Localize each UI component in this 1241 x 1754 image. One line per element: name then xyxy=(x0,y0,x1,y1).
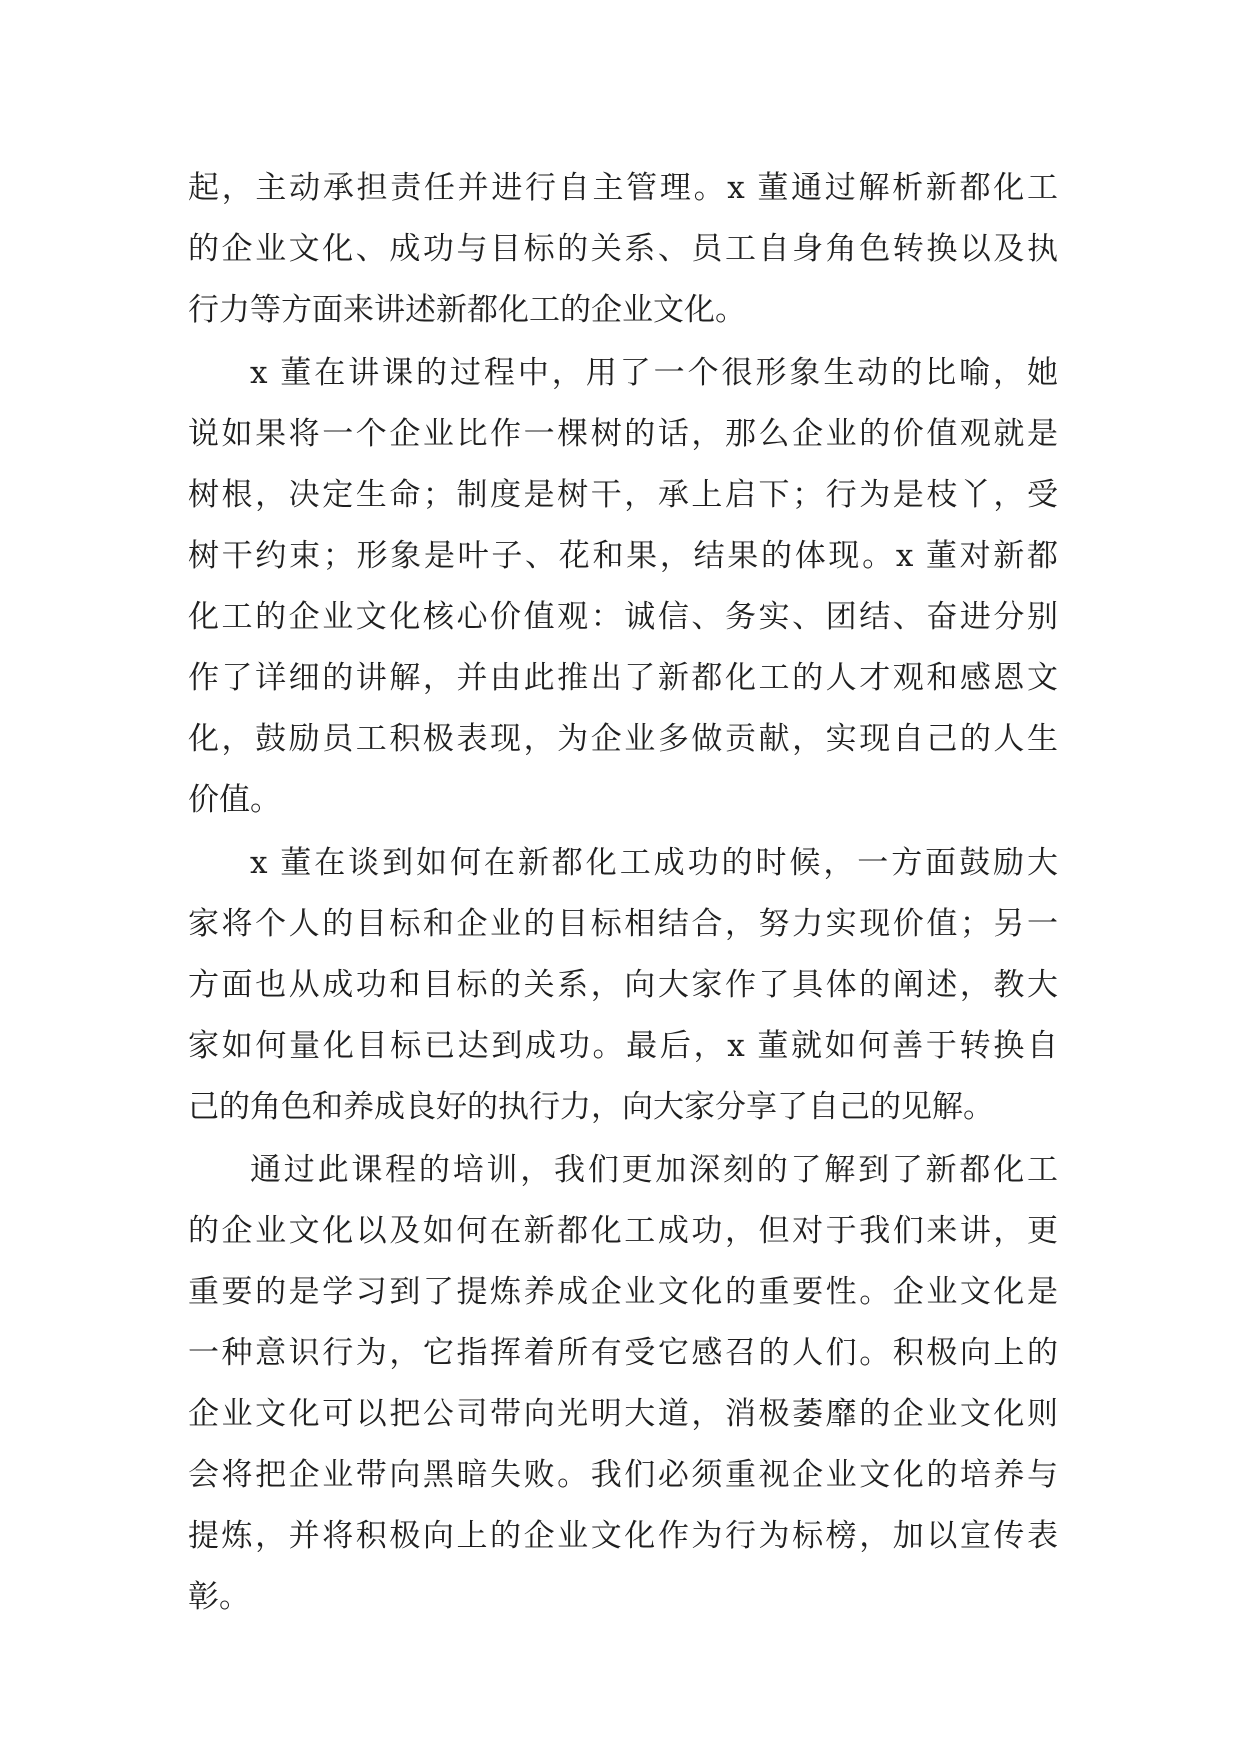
document-body xyxy=(188,158,1058,1628)
text-line: 方面也从成功和目标的关系，向大家作了具体的阐述，教大 xyxy=(188,967,1058,1003)
paragraph-1 xyxy=(188,158,1058,341)
text-line: 说如果将一个企业比作一棵树的话，那么企业的价值观就是 xyxy=(188,416,1058,452)
text-line: 重要的是学习到了提炼养成企业文化的重要性。企业文化是 xyxy=(188,1274,1058,1310)
text-line: 的企业文化、成功与目标的关系、员工自身角色转换以及执 xyxy=(188,231,1058,267)
text-line: 化，鼓励员工积极表现，为企业多做贡献，实现自己的人生 xyxy=(188,721,1058,757)
paragraph-2 xyxy=(188,343,1058,831)
paragraph-3 xyxy=(188,833,1058,1138)
text-line: 的企业文化以及如何在新都化工成功，但对于我们来讲，更 xyxy=(188,1213,1058,1249)
text-line: 提炼，并将积极向上的企业文化作为行为标榜，加以宣传表 xyxy=(188,1518,1058,1554)
text-line: 己的角色和养成良好的执行力，向大家分享了自己的见解。 xyxy=(188,1089,994,1125)
text-line: 彰。 xyxy=(188,1579,250,1615)
text-line: 通过此课程的培训，我们更加深刻的了解到了新都化工 xyxy=(250,1152,1058,1188)
text-line: x 董在谈到如何在新都化工成功的时候，一方面鼓励大 xyxy=(250,845,1058,881)
text-line: x 董在讲课的过程中，用了一个很形象生动的比喻，她 xyxy=(250,355,1058,391)
text-line: 家如何量化目标已达到成功。最后，x 董就如何善于转换自 xyxy=(188,1028,1058,1064)
text-line: 家将个人的目标和企业的目标相结合，努力实现价值；另一 xyxy=(188,906,1058,942)
text-line: 作了详细的讲解，并由此推出了新都化工的人才观和感恩文 xyxy=(188,660,1058,696)
text-line: 树干约束；形象是叶子、花和果，结果的体现。x 董对新都 xyxy=(188,538,1058,574)
text-line: 会将把企业带向黑暗失败。我们必须重视企业文化的培养与 xyxy=(188,1457,1058,1493)
text-line: 企业文化可以把公司带向光明大道，消极萎靡的企业文化则 xyxy=(188,1396,1058,1432)
paragraph-4 xyxy=(188,1140,1058,1628)
text-line: 价值。 xyxy=(188,782,281,818)
text-line: 树根，决定生命；制度是树干，承上启下；行为是枝丫，受 xyxy=(188,477,1058,513)
text-line: 一种意识行为，它指挥着所有受它感召的人们。积极向上的 xyxy=(188,1335,1058,1371)
text-line: 化工的企业文化核心价值观：诚信、务实、团结、奋进分别 xyxy=(188,599,1058,635)
text-line: 行力等方面来讲述新都化工的企业文化。 xyxy=(188,292,746,328)
text-line: 起，主动承担责任并进行自主管理。x 董通过解析新都化工 xyxy=(188,170,1058,206)
